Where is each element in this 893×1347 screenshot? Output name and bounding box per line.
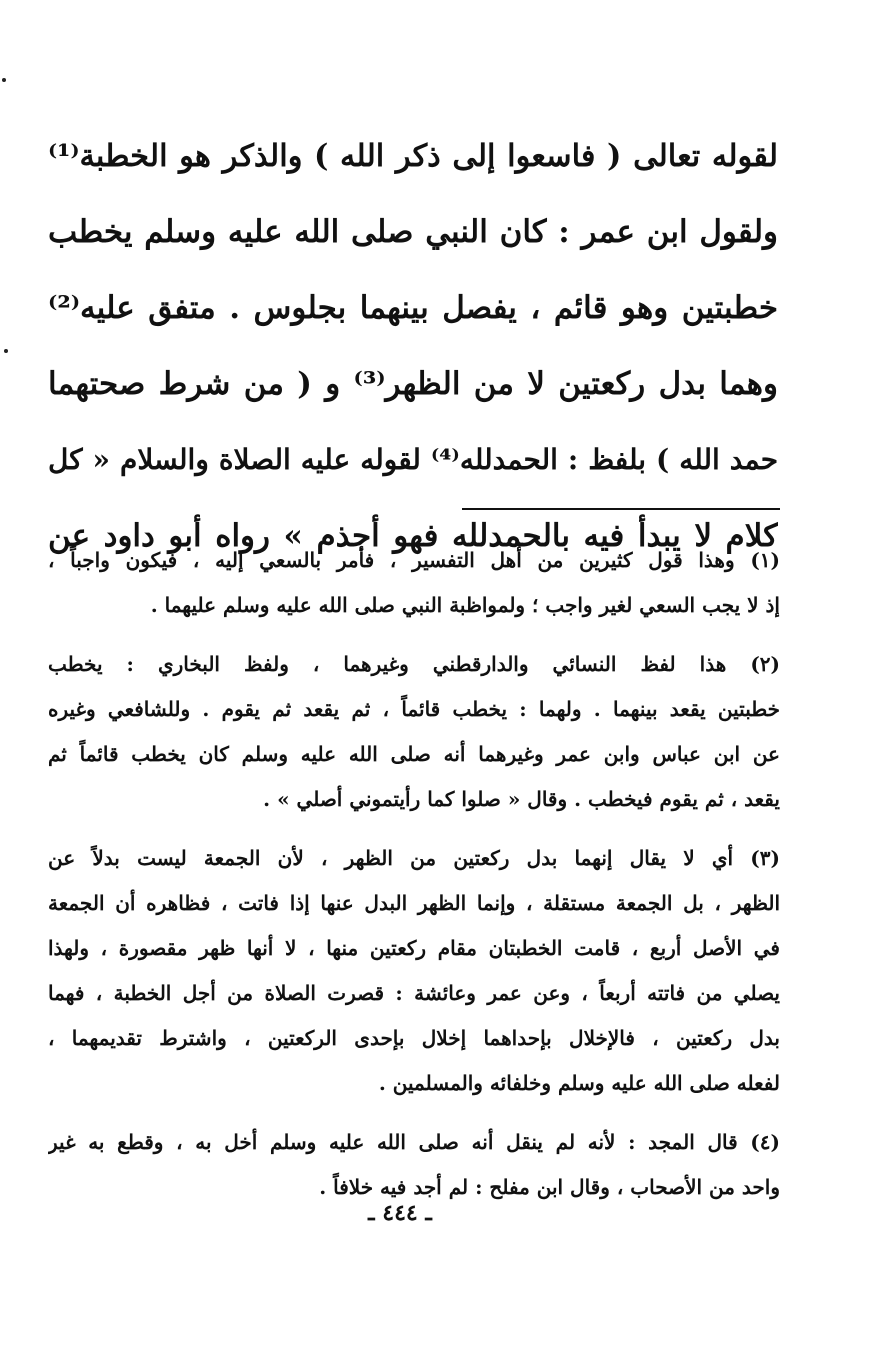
footnote-line: يقعد ، ثم يقوم فيخطب . وقال « صلوا كما رأيتموني أصلي » .	[263, 787, 780, 811]
footnote-line: (٣) أي لا يقال إنهما بدل ركعتين من الظهر ، لأن الجمعة ليست بدلاً عن	[48, 846, 780, 870]
main-line-3: خطبتين وهو قائم ، يفصل بينهما بجلوس . متفق عليه⁽²⁾	[48, 290, 778, 326]
footnote-line: (٤) قال المجد : لأنه لم ينقل أنه صلى الله عليه وسلم أخل به ، وقطع به غير	[48, 1130, 780, 1154]
footnote-line: الظهر ، بل الجمعة مستقلة ، وإنما الظهر البدل عنها إذا فاتت ، فظاهره أن الجمعة	[48, 891, 780, 915]
main-line-5: حمد الله ) بلفظ : الحمدلله⁽⁴⁾ لقوله عليه الصلاة والسلام « كل	[48, 443, 778, 476]
margin-mark-middle	[4, 349, 8, 353]
footnote-4	[48, 1120, 780, 1210]
footnote-line: واحد من الأصحاب ، وقال ابن مفلح : لم أجد فيه خلافاً .	[319, 1175, 780, 1199]
footnote-line: عن ابن عباس وابن عمر وغيرهما أنه صلى الله عليه وسلم كان يخطب قائماً ثم	[48, 742, 780, 766]
main-line-1: لقوله تعالى ( فاسعوا إلى ذكر الله ) والذكر هو الخطبة⁽¹⁾	[48, 138, 778, 174]
page-number: ـ ٤٤٤ ـ	[368, 1200, 432, 1226]
footnote-1	[48, 538, 780, 628]
footnote-line: (١) وهذا قول كثيرين من أهل التفسير ، فأمر بالسعي إليه ، فيكون واجباً ،	[48, 548, 780, 572]
footnote-3	[48, 836, 780, 1106]
main-line-2: ولقول ابن عمر : كان النبي صلى الله عليه وسلم يخطب	[48, 214, 778, 250]
main-line-4: وهما بدل ركعتين لا من الظهر⁽³⁾ و ( من شرط صحتهما	[48, 366, 778, 402]
main-line-6: كلام لا يبدأ فيه بالحمدلله فهو أجذم » رواه أبو داود عن	[48, 518, 778, 554]
footnote-line: يصلي من فاتته أربعاً ، وعن عمر وعائشة : قصرت الصلاة من أجل الخطبة ، فهما	[48, 981, 780, 1005]
footnote-line: خطبتين يقعد بينهما . ولهما : يخطب قائماً ، ثم يقعد ثم يقوم . وللشافعي وغيره	[48, 697, 780, 721]
footnotes	[48, 538, 780, 1224]
footnote-line: بدل ركعتين ، فالإخلال بإحداهما إخلال بإحدى الركعتين ، واشترط تقديمهما ،	[48, 1026, 780, 1050]
margin-mark-top	[2, 78, 6, 82]
footnote-line: (٢) هذا لفظ النسائي والدارقطني وغيرهما ، ولفظ البخاري : يخطب	[48, 652, 780, 676]
footnote-separator	[462, 508, 780, 510]
footnote-2	[48, 642, 780, 822]
footnote-line: في الأصل أربع ، قامت الخطبتان مقام ركعتين منها ، لا أنها ظهر مقصورة ، ولهذا	[48, 936, 780, 960]
footnote-line: لفعله صلى الله عليه وسلم وخلفائه والمسلمين .	[378, 1071, 780, 1095]
footnote-line: إذ لا يجب السعي لغير واجب ؛ ولمواظبة النبي صلى الله عليه وسلم عليهما .	[150, 593, 780, 617]
main-text	[48, 118, 778, 574]
